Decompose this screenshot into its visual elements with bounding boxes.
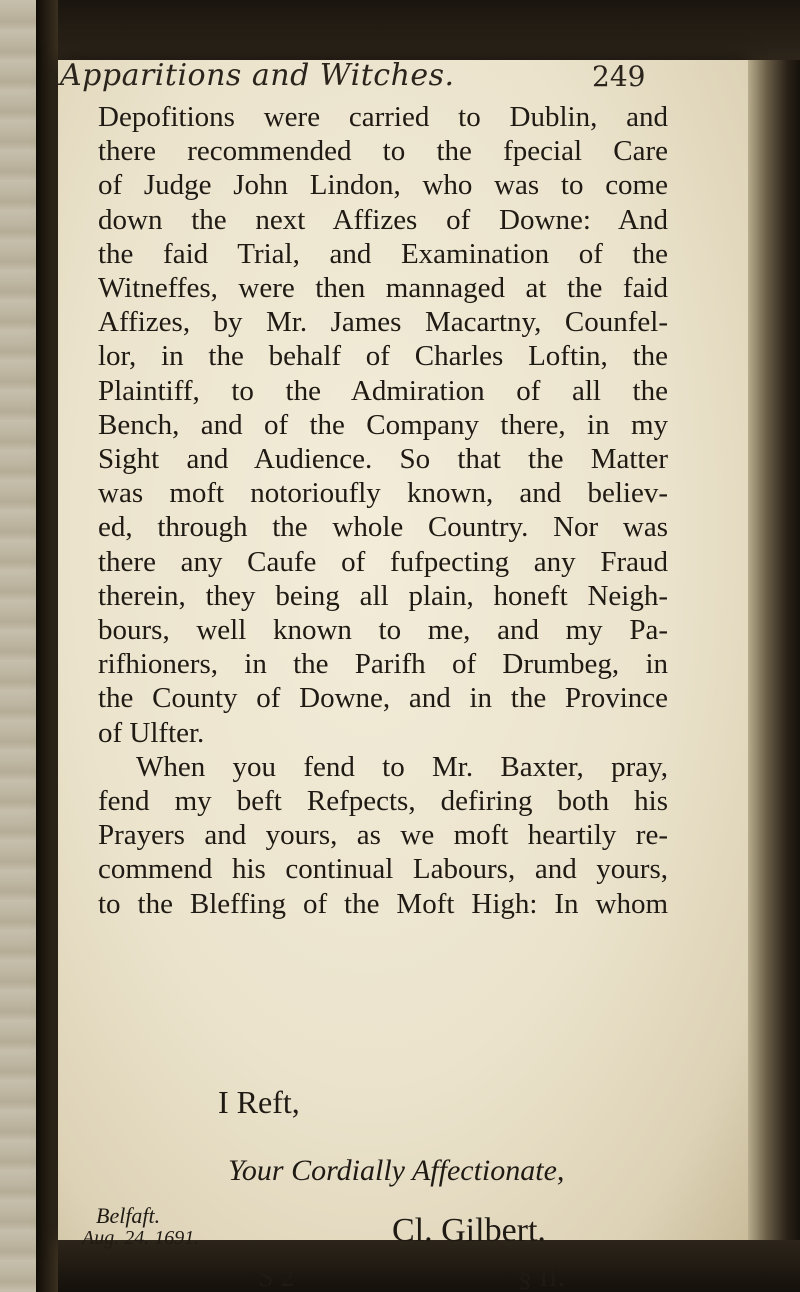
text-line: the faid Trial, and Examination of the [98,237,668,270]
catchword: § II. [518,1262,565,1292]
text-line: of Ulfter. [98,716,205,749]
text-line: Prayers and yours, as we moft heartily re- [98,819,668,852]
signature: Cl. Gilbert. [392,1212,546,1249]
text-line: When you fend to Mr. Baxter, pray, [136,750,668,783]
text-line: lor, in the behalf of Charles Loftin, the [98,340,668,373]
letter-place: Belfaft. [96,1203,161,1228]
text-line: ed, through the whole Country. Nor was [98,511,668,544]
text-line: Affizes, by Mr. James Macartny, Counfel- [98,306,668,339]
text-line: fend my beft Refpects, defiring both his [98,785,668,818]
text-line: rifhioners, in the Parifh of Drumbeg, in [98,648,668,681]
text-line: the County of Downe, and in the Province [98,682,668,715]
valediction: Your Cordially Affectionate, [228,1154,565,1187]
text-line: therein, they being all plain, honeft Neigh- [98,579,668,612]
text-line: Sight and Audience. So that the Matter [98,443,668,476]
page-number: 249 [592,60,646,93]
letter-date: Aug. 24. 1691. [82,1227,200,1249]
text-line: Witneffes, were then mannaged at the faid [98,272,668,305]
text-line: there recommended to the fpecial Care [98,135,668,168]
text-line: down the next Affizes of Downe: And [98,203,668,236]
text-line: of Judge John Lindon, who was to come [98,169,668,202]
text-line: Plaintiff, to the Admiration of all the [98,374,668,407]
text-line: Bench, and of the Company there, in my [98,408,668,441]
text-line: was moft notorioufly known, and believ- [98,477,668,510]
running-title: Apparitions and Witches. [60,58,455,93]
signature-mark: S 2 [258,1262,295,1292]
text-line: commend his continual Labours, and yours, [98,853,668,886]
text-line: bours, well known to me, and my Pa- [98,614,668,647]
closing-rest: I Reft, [218,1084,300,1120]
text-line: Depofitions were carried to Dublin, and [98,101,668,133]
text-line: to the Bleffing of the Moft High: In whom [98,887,668,920]
text-line: there any Caufe of fufpecting any Fraud [98,545,668,578]
